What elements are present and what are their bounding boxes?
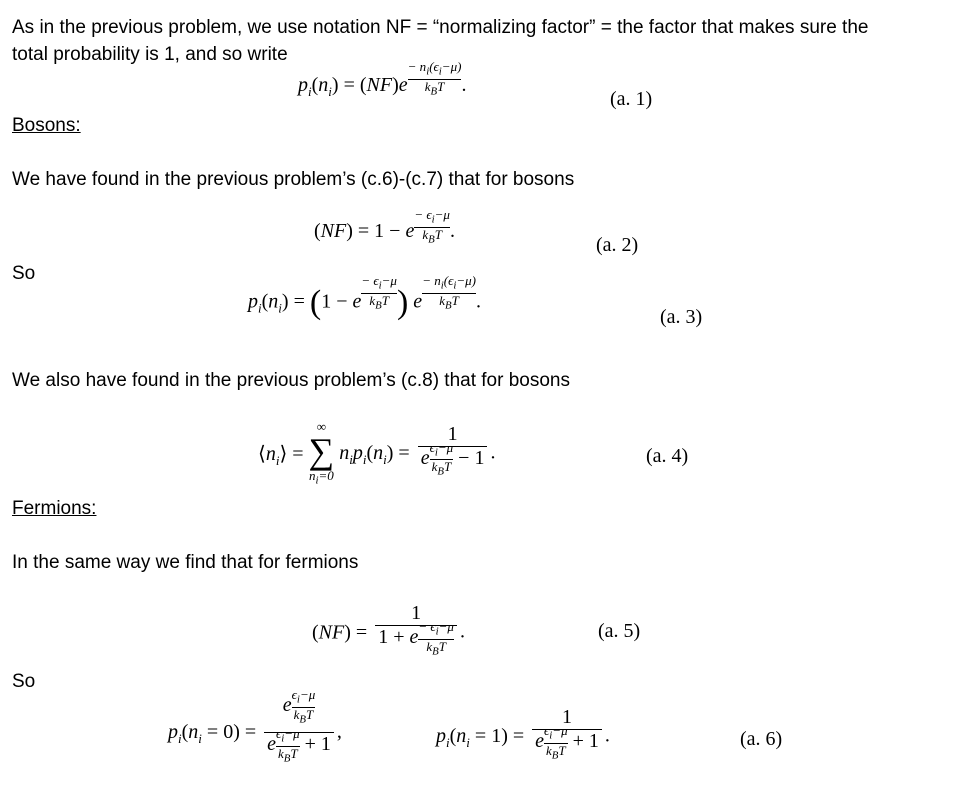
equation-a5: (NF) = 1 1 + e − $\epsilon_i-\mu$ $k_BT$ .	[312, 602, 465, 658]
so-label-1: So	[12, 263, 36, 284]
equation-a3: $p_i(n_i) = (1 - e$ − $\epsilon_i-\mu$ $k_BT$ ) e − $n_i(\epsilon_i-\mu)$ $k_BT$ .	[248, 273, 481, 321]
equation-a4: $⟨n_i⟩$ = ∞ ∑ $n_i=0$ $n_ip_i(n_i)$ = 1 e $\epsilon_i-\mu$ $k_BT$ − 1 .	[258, 419, 496, 487]
equation-a6-left: $p_i(n_i = 0)$ = e $\epsilon_i-\mu$ $k_BT$ e $\epsilon_i-\mu$ $k_BT$ + 1 ,	[168, 687, 342, 765]
equation-a1-label: (a. 1)	[610, 88, 653, 110]
bosons-text-1: We have found in the previous problem’s (c.6)-(c.7) that for bosons	[12, 169, 575, 190]
equation-a2: (NF) = 1 − e − $\epsilon_i-\mu$ $k_BT$ .	[314, 207, 455, 246]
bosons-text-2: We also have found in the previous problem’s (c.8) that for bosons	[12, 370, 570, 391]
intro-line-2: total probability is 1, and so write	[12, 44, 288, 65]
equation-a6-label: (a. 6)	[740, 728, 783, 750]
equation-a6-right: $p_i(n_i = 1)$ = 1 e $\epsilon_i-\mu$ $k_BT$ + 1 .	[436, 706, 610, 762]
equation-a3-label: (a. 3)	[660, 306, 703, 328]
fermions-text-1: In the same way we find that for fermions	[12, 552, 359, 573]
equation-a5-label: (a. 5)	[598, 620, 641, 642]
bosons-heading: Bosons:	[12, 115, 81, 136]
intro-line-1: As in the previous problem, we use notation NF = “normalizing factor” = the factor that makes sure the	[12, 17, 869, 38]
equation-a2-label: (a. 2)	[596, 234, 639, 256]
equation-a1: $p_i(n_i) = (NF)e$ − $n_i(\epsilon_i-\mu)$ $k_BT$ .	[298, 59, 467, 99]
so-label-2: So	[12, 671, 36, 692]
fermions-heading: Fermions:	[12, 498, 97, 519]
equation-a4-label: (a. 4)	[646, 445, 689, 467]
